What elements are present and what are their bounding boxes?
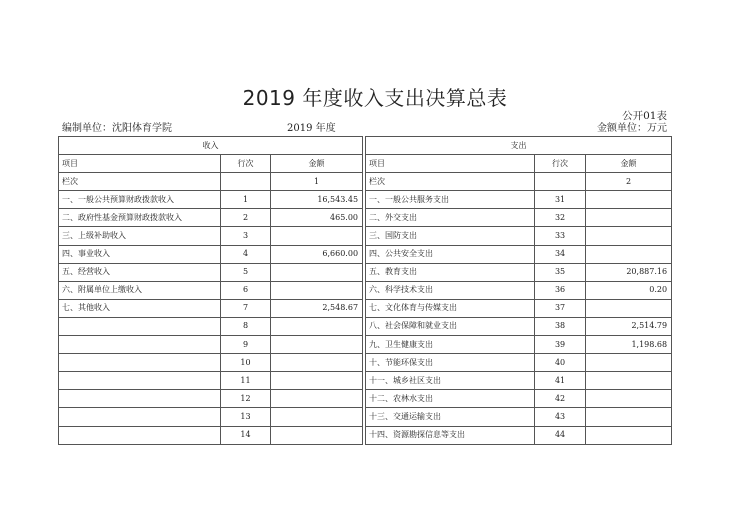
income-amount-cell [271, 263, 363, 281]
expense-row-no-cell: 31 [535, 191, 586, 209]
table-row [59, 317, 672, 335]
table-row [59, 227, 672, 245]
expense-amount-cell [586, 372, 672, 390]
table-row [59, 354, 672, 372]
expense-amount-cell: 2,514.79 [586, 317, 672, 335]
expense-item-header: 项目 [366, 155, 535, 173]
expense-row-no-cell: 41 [535, 372, 586, 390]
page-title: 2019 年度收入支出决算总表 [242, 86, 508, 110]
income-amount-cell: 2,548.67 [271, 299, 363, 317]
income-amount-cell [271, 281, 363, 299]
income-row-no-cell: 3 [221, 227, 271, 245]
income-row-no-header: 行次 [221, 155, 271, 173]
expense-item-cell: 九、卫生健康支出 [366, 336, 535, 354]
expense-amount-cell: 1,198.68 [586, 336, 672, 354]
column-label-row [59, 173, 672, 191]
table-row [59, 390, 672, 408]
income-amount-header: 金额 [271, 155, 363, 173]
budget-summary-table [58, 136, 672, 445]
table-row [59, 426, 672, 444]
income-row-no-blank [221, 173, 271, 191]
income-item-cell [59, 390, 221, 408]
income-item-cell: 七、其他收入 [59, 299, 221, 317]
expense-amount-cell: 20,887.16 [586, 263, 672, 281]
table-row [59, 245, 672, 263]
table-row [59, 372, 672, 390]
expense-row-no-cell: 40 [535, 354, 586, 372]
table-row [59, 209, 672, 227]
income-row-no-cell: 11 [221, 372, 271, 390]
income-amount-cell [271, 227, 363, 245]
form-number: 公开01表 [622, 110, 667, 122]
expense-item-cell: 三、国防支出 [366, 227, 535, 245]
income-amount-cell [271, 390, 363, 408]
income-item-cell [59, 426, 221, 444]
income-row-no-cell: 9 [221, 336, 271, 354]
income-amount-cell: 16,543.45 [271, 191, 363, 209]
income-amount-cell [271, 336, 363, 354]
expense-amount-cell [586, 227, 672, 245]
table-row [59, 263, 672, 281]
income-item-header: 项目 [59, 155, 221, 173]
expense-item-cell: 四、公共安全支出 [366, 245, 535, 263]
expense-column-label: 栏次 [366, 173, 535, 191]
income-row-no-cell: 1 [221, 191, 271, 209]
expense-amount-cell [586, 245, 672, 263]
expense-amount-cell [586, 354, 672, 372]
table-row [59, 336, 672, 354]
income-item-cell: 一、一般公共预算财政拨款收入 [59, 191, 221, 209]
income-row-no-cell: 4 [221, 245, 271, 263]
income-item-cell [59, 317, 221, 335]
income-amount-cell [271, 426, 363, 444]
income-row-no-cell: 5 [221, 263, 271, 281]
expense-amount-header: 金额 [586, 155, 672, 173]
income-item-cell [59, 372, 221, 390]
income-row-no-cell: 7 [221, 299, 271, 317]
expense-amount-cell [586, 209, 672, 227]
expense-row-no-cell: 33 [535, 227, 586, 245]
income-column-number: 1 [271, 173, 363, 191]
expense-amount-cell [586, 390, 672, 408]
income-item-cell [59, 354, 221, 372]
expense-row-no-cell: 32 [535, 209, 586, 227]
income-amount-cell [271, 372, 363, 390]
expense-amount-cell: 0.20 [586, 281, 672, 299]
income-row-no-cell: 10 [221, 354, 271, 372]
expense-item-cell: 二、外交支出 [366, 209, 535, 227]
expense-amount-cell [586, 191, 672, 209]
expense-row-no-cell: 42 [535, 390, 586, 408]
expense-row-no-blank [535, 173, 586, 191]
table-row [59, 191, 672, 209]
income-amount-cell [271, 408, 363, 426]
expense-row-no-cell: 35 [535, 263, 586, 281]
expense-item-cell: 十、节能环保支出 [366, 354, 535, 372]
expense-row-no-cell: 36 [535, 281, 586, 299]
table-row [59, 408, 672, 426]
income-item-cell: 二、政府性基金预算财政拨款收入 [59, 209, 221, 227]
income-amount-cell: 6,660.00 [271, 245, 363, 263]
table-row [59, 281, 672, 299]
expense-item-cell: 七、文化体育与传媒支出 [366, 299, 535, 317]
expense-row-no-cell: 44 [535, 426, 586, 444]
income-item-cell: 三、上级补助收入 [59, 227, 221, 245]
expense-amount-cell [586, 408, 672, 426]
income-item-cell: 六、附属单位上缴收入 [59, 281, 221, 299]
expense-row-no-cell: 34 [535, 245, 586, 263]
income-column-label: 栏次 [59, 173, 221, 191]
income-item-cell [59, 336, 221, 354]
income-item-cell: 四、事业收入 [59, 245, 221, 263]
table-row [59, 299, 672, 317]
section-header-row [59, 137, 672, 155]
expense-amount-cell [586, 299, 672, 317]
expense-column-number: 2 [586, 173, 672, 191]
expense-section-header: 支出 [366, 137, 672, 155]
income-amount-cell: 465.00 [271, 209, 363, 227]
expense-row-no-cell: 39 [535, 336, 586, 354]
expense-item-cell: 一、一般公共服务支出 [366, 191, 535, 209]
expense-amount-cell [586, 426, 672, 444]
income-row-no-cell: 8 [221, 317, 271, 335]
expense-item-cell: 十四、资源勘探信息等支出 [366, 426, 535, 444]
income-amount-cell [271, 354, 363, 372]
expense-item-cell: 八、社会保障和就业支出 [366, 317, 535, 335]
expense-item-cell: 十二、农林水支出 [366, 390, 535, 408]
income-row-no-cell: 13 [221, 408, 271, 426]
expense-item-cell: 五、教育支出 [366, 263, 535, 281]
expense-item-cell: 六、科学技术支出 [366, 281, 535, 299]
income-row-no-cell: 6 [221, 281, 271, 299]
expense-item-cell: 十一、城乡社区支出 [366, 372, 535, 390]
expense-row-no-cell: 43 [535, 408, 586, 426]
fiscal-year: 2019 年度 [287, 123, 336, 134]
expense-row-no-cell: 37 [535, 299, 586, 317]
amount-unit: 金额单位：万元 [597, 123, 667, 134]
income-item-cell: 五、经营收入 [59, 263, 221, 281]
income-amount-cell [271, 317, 363, 335]
income-row-no-cell: 12 [221, 390, 271, 408]
expense-row-no-header: 行次 [535, 155, 586, 173]
income-section-header: 收入 [59, 137, 363, 155]
income-row-no-cell: 2 [221, 209, 271, 227]
expense-row-no-cell: 38 [535, 317, 586, 335]
income-row-no-cell: 14 [221, 426, 271, 444]
reporting-unit: 编制单位：沈阳体育学院 [62, 123, 172, 134]
expense-item-cell: 十三、交通运输支出 [366, 408, 535, 426]
column-header-row [59, 155, 672, 173]
income-item-cell [59, 408, 221, 426]
